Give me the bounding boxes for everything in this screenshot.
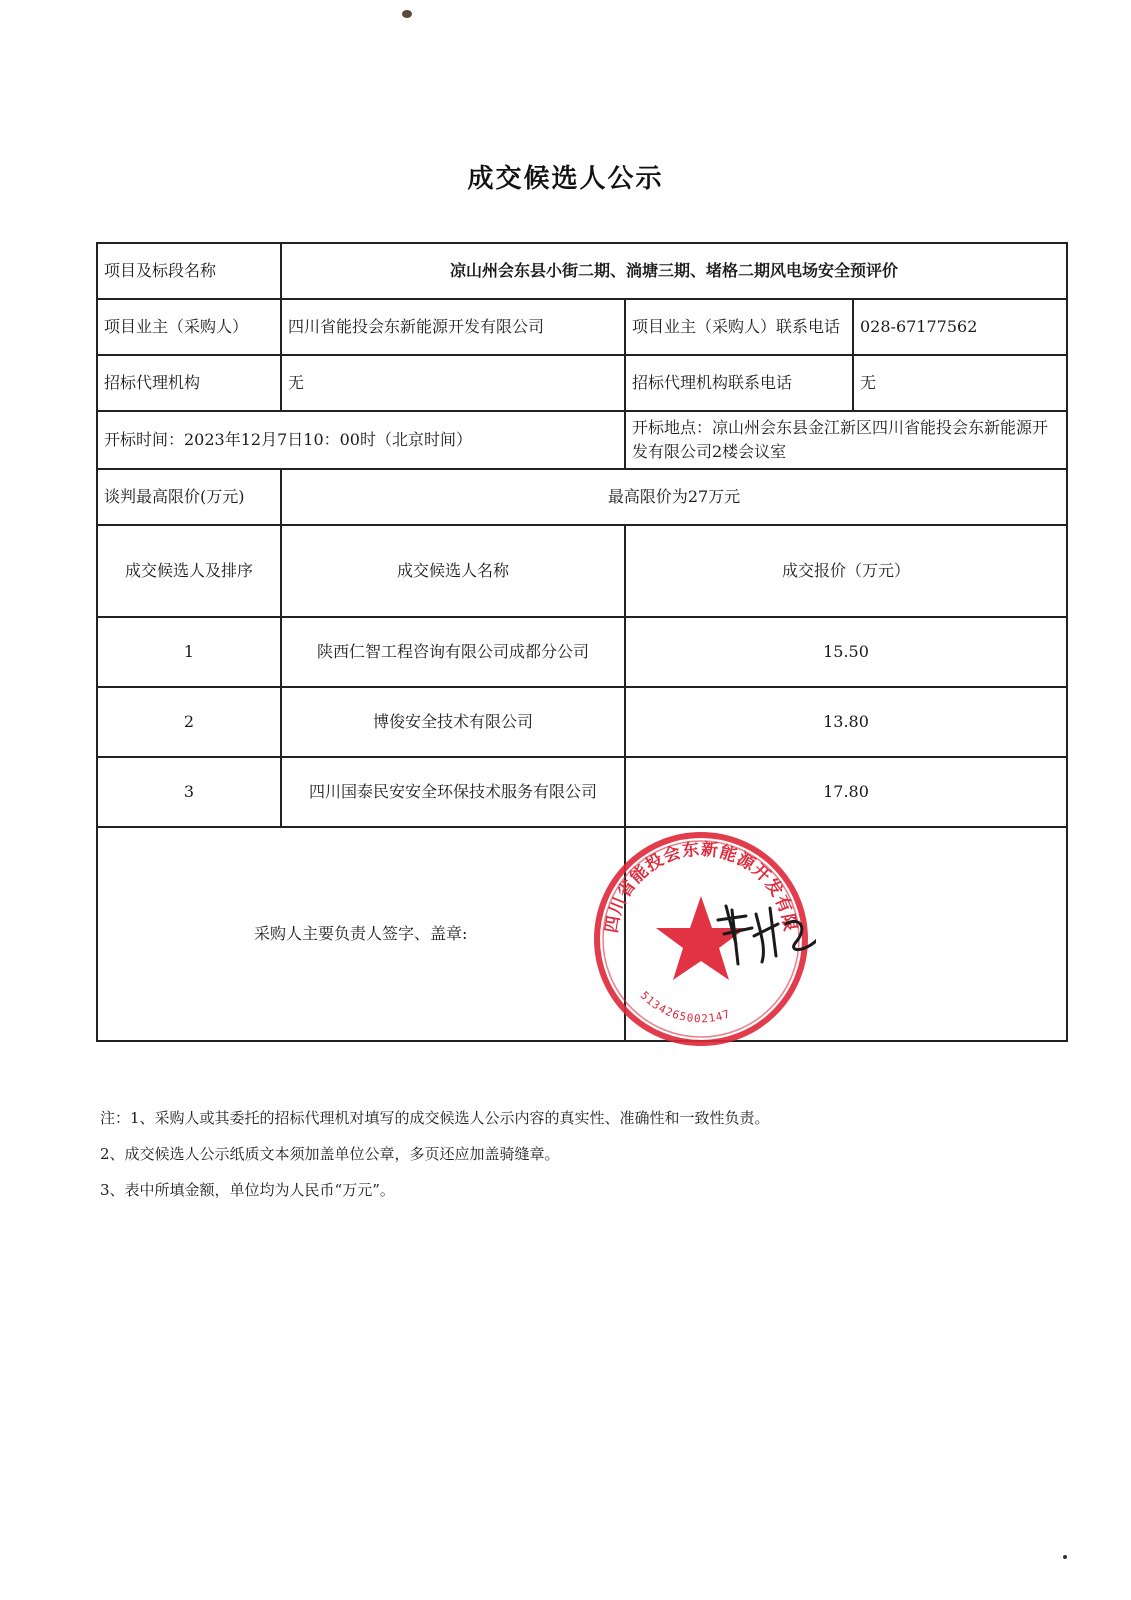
owner-value: 四川省能投会东新能源开发有限公司 [281, 299, 625, 355]
project-value: 凉山州会东县小街二期、淌塘三期、堵格二期风电场安全预评价 [281, 243, 1067, 299]
paper-speck [402, 10, 412, 18]
agency-phone-value: 无 [853, 355, 1067, 411]
candidate-name: 博俊安全技术有限公司 [281, 687, 625, 757]
owner-phone-label: 项目业主（采购人）联系电话 [625, 299, 853, 355]
candidate-price: 15.50 [625, 617, 1067, 687]
table-row [97, 687, 1067, 757]
agency-value: 无 [281, 355, 625, 411]
header-rank: 成交候选人及排序 [97, 525, 281, 617]
open-place: 开标地点：凉山州会东县金江新区四川省能投会东新能源开发有限公司2楼会议室 [625, 411, 1067, 469]
candidate-rank: 2 [97, 687, 281, 757]
company-seal-svg [586, 824, 816, 1054]
header-price: 成交报价（万元） [625, 525, 1067, 617]
candidate-price: 17.80 [625, 757, 1067, 827]
candidate-rank: 1 [97, 617, 281, 687]
max-price-value: 最高限价为27万元 [281, 469, 1067, 525]
owner-label: 项目业主（采购人） [97, 299, 281, 355]
company-seal [586, 824, 816, 1054]
max-price-label: 谈判最高限价(万元) [97, 469, 281, 525]
seal-number: 5134265002147 [637, 988, 733, 1026]
paper-speck [1063, 1555, 1067, 1559]
signature-label: 采购人主要负责人签字、盖章: [254, 924, 468, 943]
note-1: 注：1、采购人或其委托的招标代理机对填写的成交候选人公示内容的真实性、准确性和一致性负责。 [100, 1109, 770, 1127]
announcement-table [96, 242, 1068, 1042]
candidate-price: 13.80 [625, 687, 1067, 757]
header-name: 成交候选人名称 [281, 525, 625, 617]
open-time: 开标时间：2023年12月7日10：00时（北京时间） [97, 411, 625, 469]
candidate-name: 陕西仁智工程咨询有限公司成都分公司 [281, 617, 625, 687]
svg-text:5134265002147 [638, 989, 733, 1026]
signature-label-cell [97, 827, 625, 1041]
seal-text: 四川省能投会东新能源开发有限 [601, 839, 801, 935]
notes [100, 1100, 1040, 1208]
note-3: 3、表中所填金额，单位均为人民币“万元”。 [100, 1181, 395, 1199]
note-2: 2、成交候选人公示纸质文本须加盖单位公章，多页还应加盖骑缝章。 [100, 1145, 560, 1163]
agency-label: 招标代理机构 [97, 355, 281, 411]
owner-phone-value: 028-67177562 [853, 299, 1067, 355]
candidate-rank: 3 [97, 757, 281, 827]
table-row [97, 757, 1067, 827]
table-row [97, 617, 1067, 687]
candidate-name: 四川国泰民安安全环保技术服务有限公司 [281, 757, 625, 827]
agency-phone-label: 招标代理机构联系电话 [625, 355, 853, 411]
signature-stamp-cell [601, 827, 1067, 1041]
project-label: 项目及标段名称 [97, 243, 281, 299]
page-title: 成交候选人公示 [467, 164, 664, 194]
